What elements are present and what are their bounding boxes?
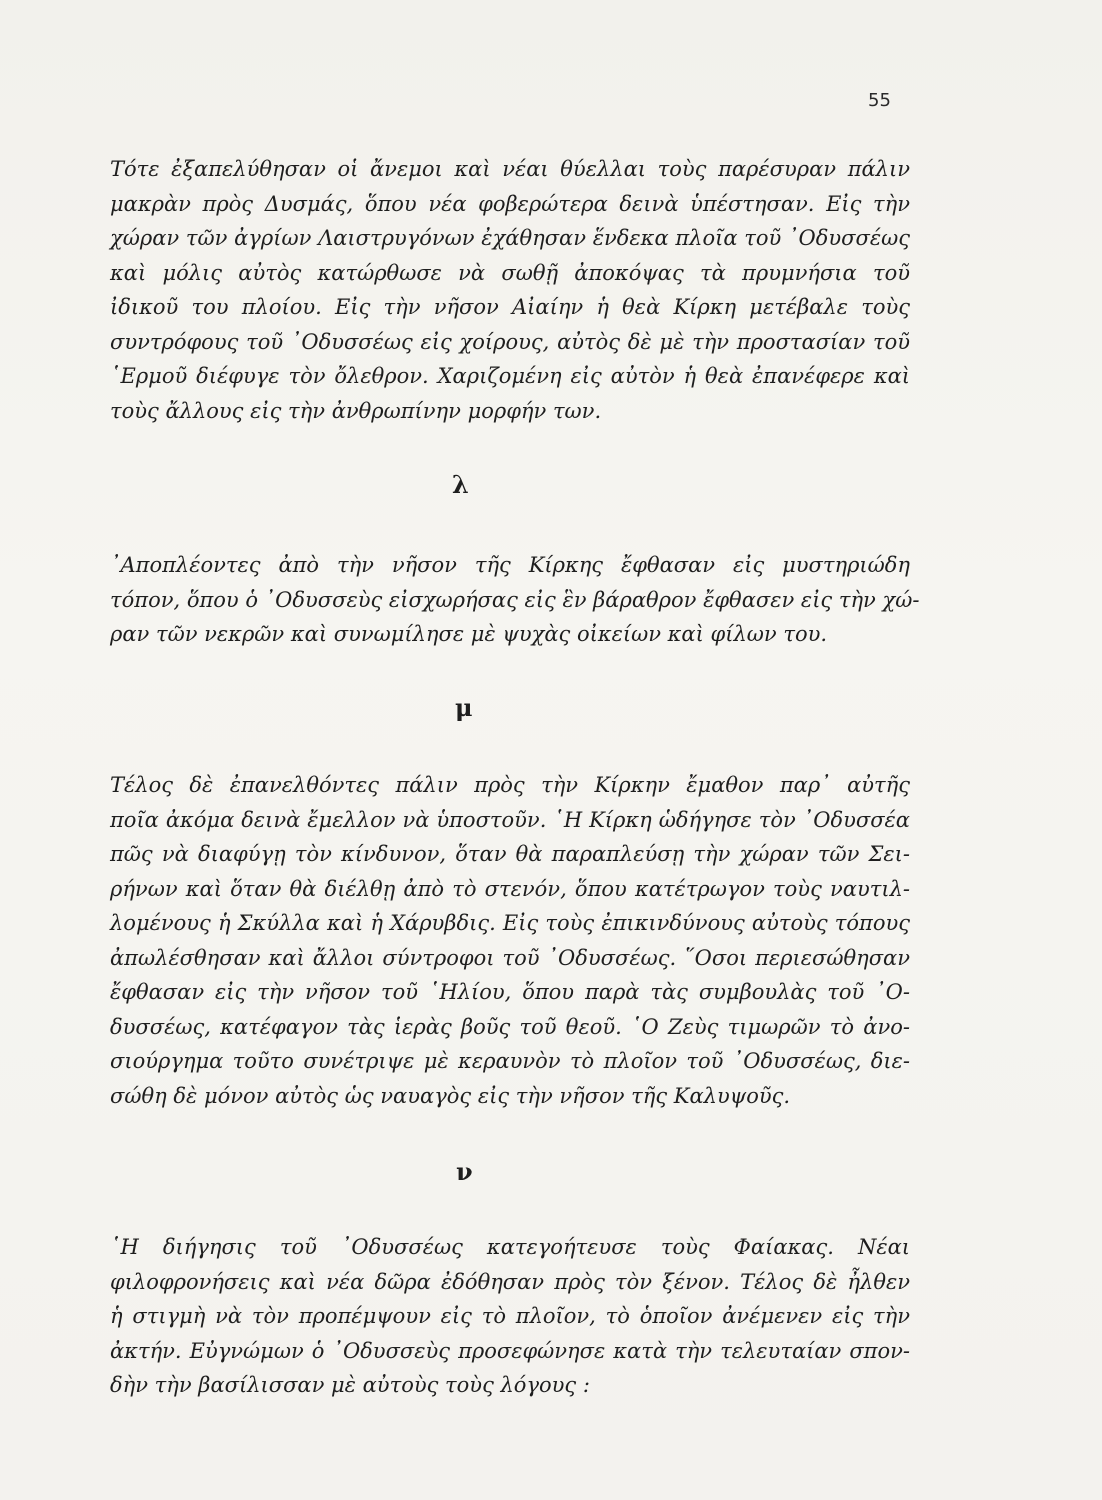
text-line: συντρόφους τοῦ ᾿Οδυσσέως εἰς χοίρους, αὐτὸς δὲ μὲ τὴν προστασίαν τοῦ: [110, 329, 910, 354]
paragraph-aeolus-circe: [110, 152, 910, 428]
text-line: λομένους ἡ Σκύλλα καὶ ἡ Χάρυβδις. Εἰς τοὺς ἐπικινδύνους αὐτοὺς τόπους: [110, 911, 910, 935]
text-line: ποῖα ἀκόμα δεινὰ ἔμελλον νὰ ὑποστοῦν. ῾Η Κίρκη ὡδήγησε τὸν ᾿Οδυσσέα: [110, 807, 910, 832]
text-line: ρήνων καὶ ὅταν θὰ διέλθῃ ἀπὸ τὸ στενόν, ὅπου κατέτρωγον τοὺς ναυτιλ-: [110, 876, 910, 901]
paragraph-sirens-scylla: [110, 768, 910, 1113]
section-heading-lambda: λ: [452, 470, 469, 499]
text-line: σώθη δὲ μόνον αὐτὸς ὡς ναυαγὸς εἰς τὴν νῆσον τῆς Καλυψοῦς.: [110, 1083, 791, 1108]
text-line: δυσσέως, κατέφαγον τὰς ἱερὰς βοῦς τοῦ θεοῦ. ῾Ο Ζεὺς τιμωρῶν τὸ ἀνο-: [110, 1014, 910, 1039]
section-heading-mu: μ: [455, 693, 473, 722]
paragraph-underworld: [110, 548, 920, 652]
section-heading-nu: ν: [456, 1157, 473, 1186]
paragraph-phaeacians: [110, 1230, 910, 1403]
text-line: καὶ μόλις αὐτὸς κατώρθωσε νὰ σωθῇ ἀποκόψας τὰ πρυμνήσια τοῦ: [110, 260, 910, 285]
text-line: ἡ στιγμὴ νὰ τὸν προπέμψουν εἰς τὸ πλοῖον, τὸ ὁποῖον ἀνέμενεν εἰς τὴν: [110, 1304, 910, 1328]
text-line: δὴν τὴν βασίλισσαν μὲ αὐτοὺς τοὺς λόγους :: [110, 1373, 590, 1397]
text-line: ἰδικοῦ του πλοίου. Εἰς τὴν νῆσον Αἰαίην ἡ θεὰ Κίρκη μετέβαλε τοὺς: [110, 295, 910, 319]
text-line: τόπον, ὅπου ὁ ᾿Οδυσσεὺς εἰσχωρήσας εἰς ἓν βάραθρον ἔφθασεν εἰς τὴν χώ-: [110, 587, 920, 612]
text-line: ῾Η διήγησις τοῦ ᾿Οδυσσέως κατεγοήτευσε τοὺς Φαίακας. Νέαι: [110, 1235, 910, 1259]
text-line: μακρὰν πρὸς Δυσμάς, ὅπου νέα φοβερώτερα δεινὰ ὑπέστησαν. Εἰς τὴν: [110, 191, 910, 216]
text-line: φιλοφρονήσεις καὶ νέα δῶρα ἐδόθησαν πρὸς τὸν ξένον. Τέλος δὲ ἦλθεν: [110, 1269, 910, 1294]
text-line: τοὺς ἄλλους εἰς τὴν ἀνθρωπίνην μορφήν των.: [110, 398, 602, 423]
text-line: ραν τῶν νεκρῶν καὶ συνωμίλησε μὲ ψυχὰς οἰκείων καὶ φίλων του.: [110, 622, 828, 646]
text-line: ἀκτήν. Εὐγνώμων ὁ ᾿Οδυσσεὺς προσεφώνησε κατὰ τὴν τελευταίαν σπον-: [110, 1338, 910, 1363]
text-line: ῾Ερμοῦ διέφυγε τὸν ὄλεθρον. Χαριζομένη εἰς αὐτὸν ἡ θεὰ ἐπανέφερε καὶ: [110, 364, 910, 388]
page-number: 55: [868, 90, 891, 111]
text-line: ἔφθασαν εἰς τὴν νῆσον τοῦ ῾Ηλίου, ὅπου παρὰ τὰς συμβουλὰς τοῦ ᾿Ο-: [110, 980, 910, 1004]
text-line: Τότε ἐξαπελύθησαν οἱ ἄνεμοι καὶ νέαι θύελλαι τοὺς παρέσυραν πάλιν: [110, 157, 910, 181]
text-line: ᾿Αποπλέοντες ἀπὸ τὴν νῆσον τῆς Κίρκης ἔφθασαν εἰς μυστηριώδη: [110, 553, 910, 577]
text-line: χώραν τῶν ἀγρίων Λαιστρυγόνων ἐχάθησαν ἕνδεκα πλοῖα τοῦ ᾿Οδυσσέως: [110, 226, 910, 250]
text-line: ἀπωλέσθησαν καὶ ἄλλοι σύντροφοι τοῦ ᾿Οδυσσέως. ῞Οσοι περιεσώθησαν: [110, 945, 910, 970]
text-line: Τέλος δὲ ἐπανελθόντες πάλιν πρὸς τὴν Κίρκην ἔμαθον παρ᾿ αὐτῆς: [110, 773, 910, 797]
text-line: σιούργημα τοῦτο συνέτριψε μὲ κεραυνὸν τὸ πλοῖον τοῦ ᾿Οδυσσέως, διε-: [110, 1049, 910, 1073]
text-line: πῶς νὰ διαφύγῃ τὸν κίνδυνον, ὅταν θὰ παραπλεύσῃ τὴν χώραν τῶν Σει-: [110, 842, 910, 866]
